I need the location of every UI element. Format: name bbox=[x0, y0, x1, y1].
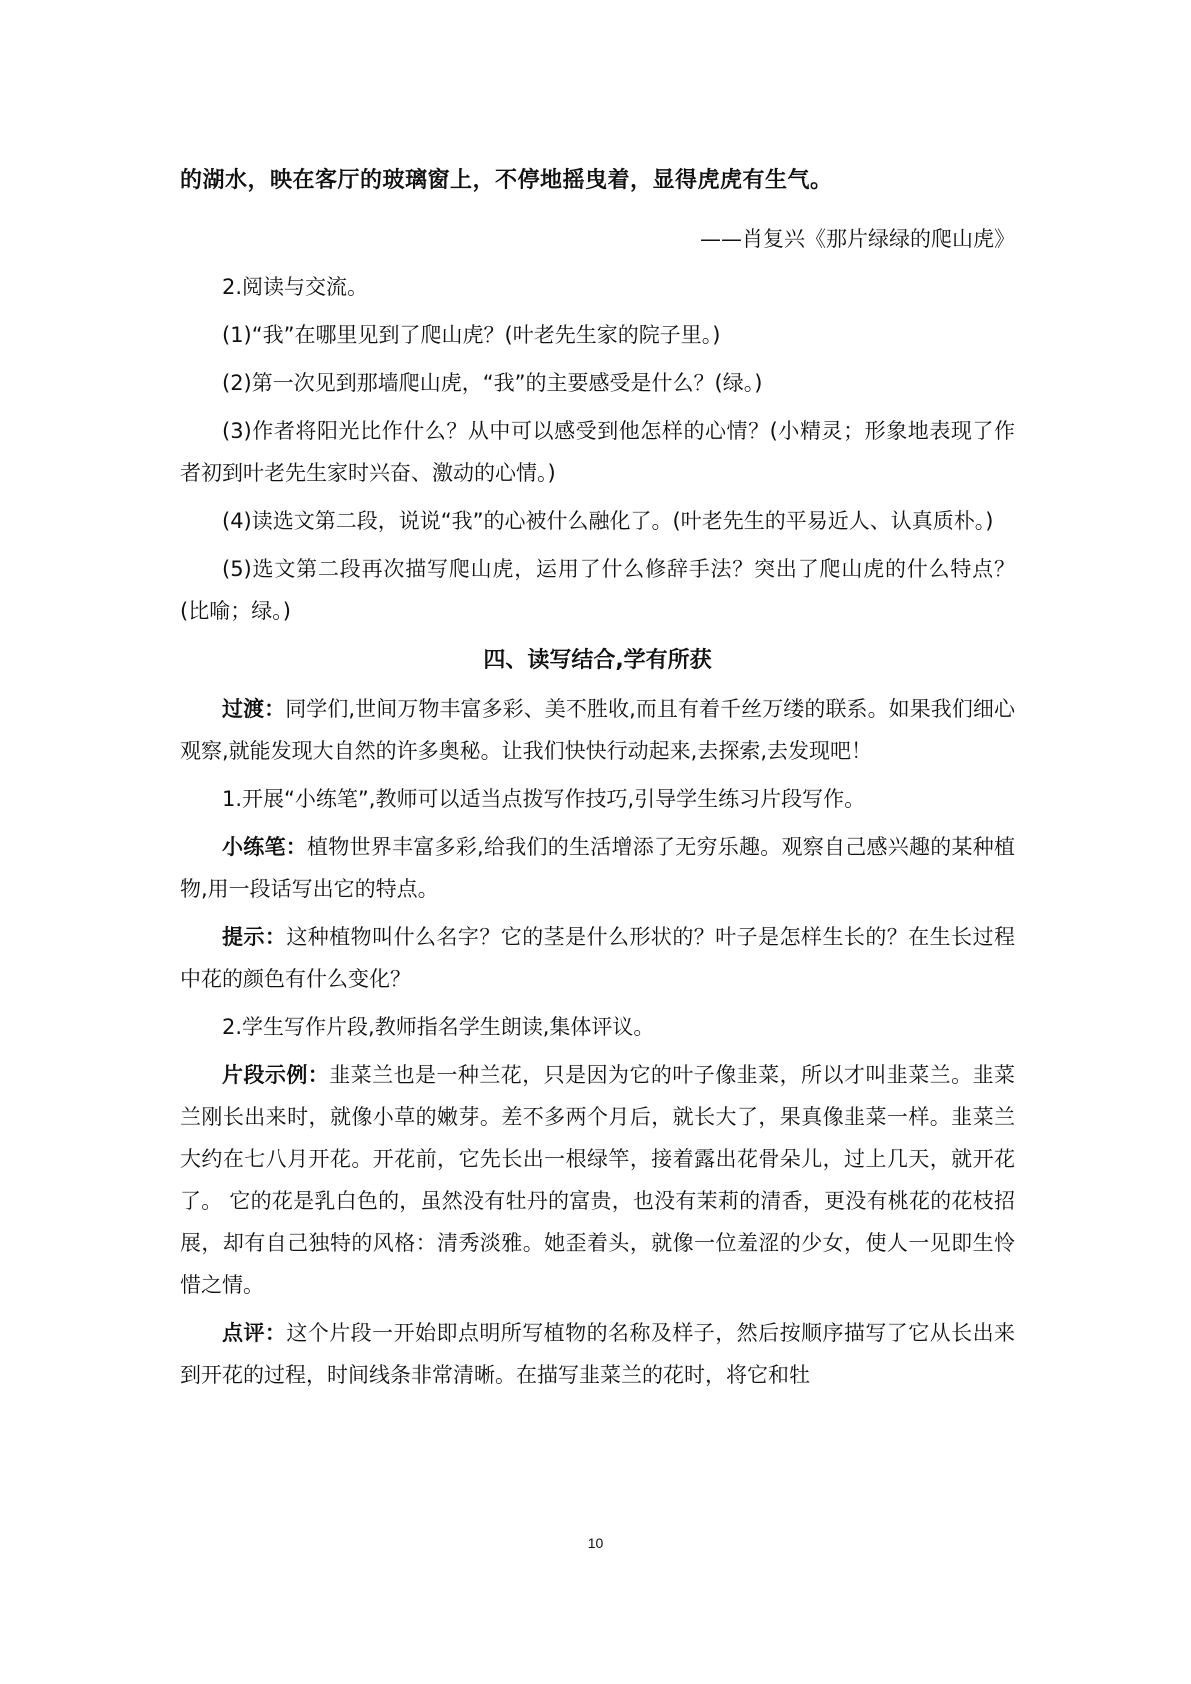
transition-text: 同学们,世间万物丰富多彩、美不胜收,而且有着千丝万缕的联系。如果我们细心观察,就能发现大自然的许多奥秘。让我们快快行动起来,去探索,去发现吧！ bbox=[180, 697, 1015, 763]
page-content bbox=[180, 160, 1015, 1396]
hint-text: 这种植物叫什么名字？它的茎是什么形状的？叶子是怎样生长的？在生长过程中花的颜色有什么变化？ bbox=[180, 925, 1016, 991]
comment-lead: 点评： bbox=[222, 1321, 287, 1345]
question-3: (3)作者将阳光比作什么？从中可以感受到他怎样的心情？(小精灵；形象地表现了作者初到叶老先生家时兴奋、激动的心情。) bbox=[180, 419, 1015, 485]
transition-paragraph bbox=[180, 688, 1015, 772]
practice-lead: 小练笔： bbox=[222, 835, 308, 859]
continued-passage-line: 的湖水，映在客厅的玻璃窗上，不停地摇曳着，显得虎虎有生气。 bbox=[180, 168, 833, 193]
transition-lead: 过渡： bbox=[222, 697, 286, 721]
question-4: (4)读选文第二段，说说“我”的心被什么融化了。(叶老先生的平易近人、认真质朴。) bbox=[222, 509, 994, 533]
step-2: 2.学生写作片段,教师指名学生朗读,集体评议。 bbox=[222, 1015, 655, 1039]
question-2: (2)第一次见到那墙爬山虎，“我”的主要感受是什么？(绿。) bbox=[222, 371, 763, 395]
practice-text: 植物世界丰富多彩,给我们的生活增添了无穷乐趣。观察自己感兴趣的某种植物,用一段话写出它的特点。 bbox=[180, 835, 1015, 901]
example-lead: 片段示例： bbox=[222, 1063, 330, 1087]
question-1: (1)“我”在哪里见到了爬山虎？(叶老先生家的院子里。) bbox=[222, 323, 721, 347]
step-reading-exchange: 2.阅读与交流。 bbox=[222, 275, 369, 299]
example-paragraph bbox=[180, 1054, 1015, 1306]
comment-text: 这个片段一开始即点明所写植物的名称及样子，然后按顺序描写了它从长出来到开花的过程，时间线条非常清晰。在描写韭菜兰的花时，将它和牡 bbox=[180, 1321, 1016, 1387]
hint-paragraph bbox=[180, 916, 1015, 1000]
source-attribution: ——肖复兴《那片绿绿的爬山虎》 bbox=[700, 227, 1015, 251]
example-text: 韭菜兰也是一种兰花，只是因为它的叶子像韭菜，所以才叫韭菜兰。韭菜兰刚长出来时，就像小草的嫩芽。差不多两个月后，就长大了，果真像韭菜一样。韭菜兰大约在七八月开花。开花前，它先长出一根绿竿，接着露出花骨朵儿，过上几天，就开花了。 它的花是乳白色的，虽然没有牡丹的富贵，也没有茉莉的清香，更没有桃花的花枝招展，却有自己独特的风格：清秀淡雅。她歪着头，就像一位羞涩的少女，使人一见即生怜惜之情。 bbox=[180, 1063, 1016, 1297]
question-5: (5)选文第二段再次描写爬山虎，运用了什么修辞手法？突出了爬山虎的什么特点？(比喻；绿。) bbox=[180, 557, 1015, 623]
comment-paragraph bbox=[180, 1312, 1015, 1396]
section-heading: 四、读写结合,学有所获 bbox=[483, 648, 712, 673]
hint-lead: 提示： bbox=[222, 925, 287, 949]
page-number: 10 bbox=[587, 1535, 604, 1551]
practice-paragraph bbox=[180, 826, 1015, 910]
step-1: 1.开展“小练笔”,教师可以适当点拨写作技巧,引导学生练习片段写作。 bbox=[222, 787, 866, 811]
